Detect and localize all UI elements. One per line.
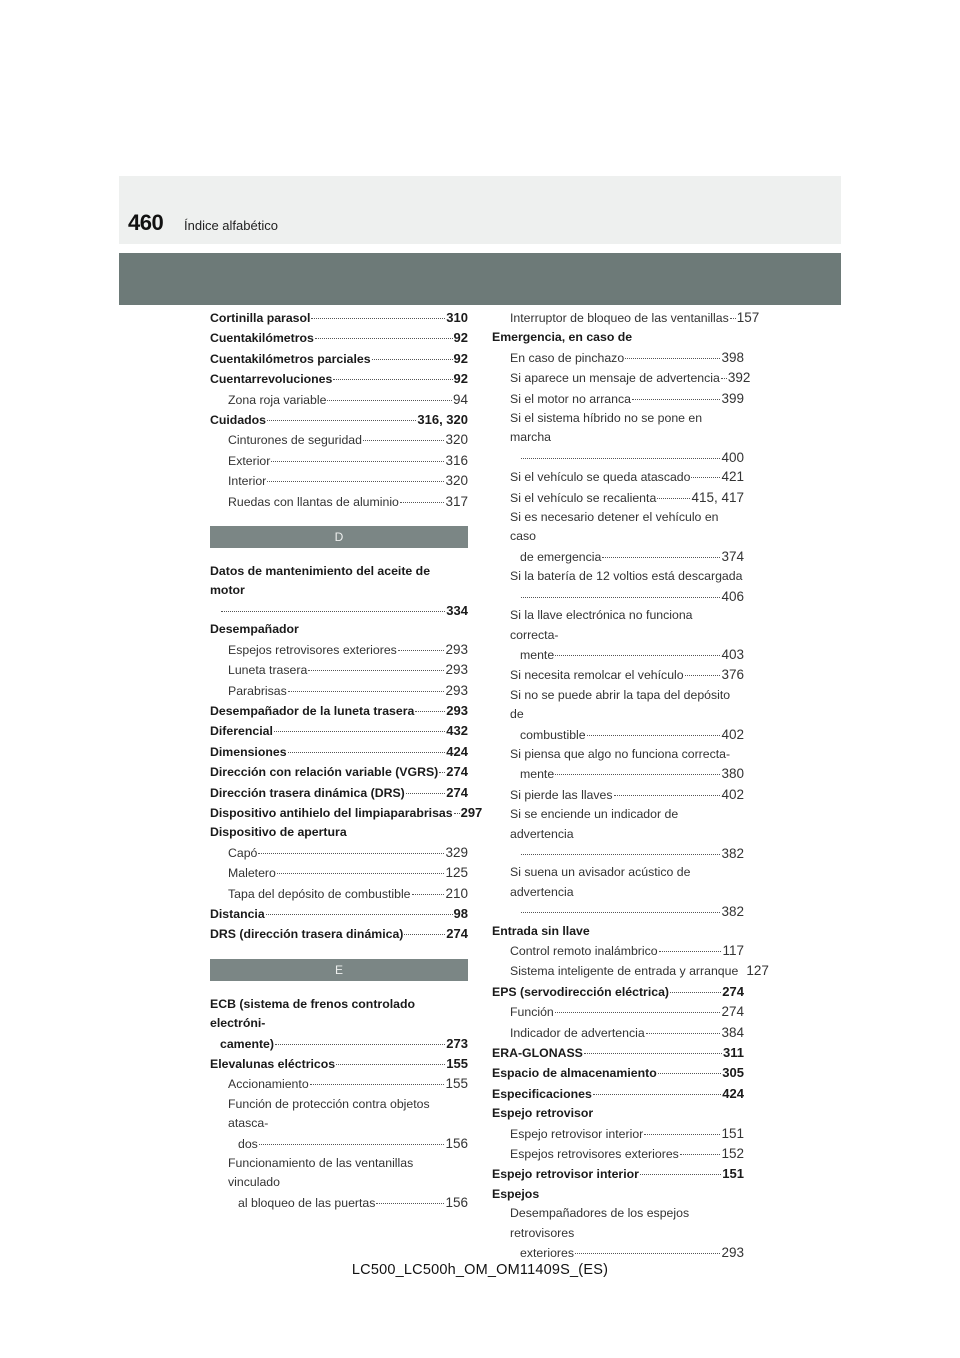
index-page-ref: 406: [721, 588, 744, 604]
index-entry-text: Si pierde las llaves: [510, 787, 613, 802]
index-page-ref: 274: [722, 983, 744, 999]
index-entry-text: camente): [220, 1036, 274, 1051]
dot-leader: [311, 318, 445, 319]
page-number: 460: [128, 210, 164, 235]
index-page-ref: 320: [445, 432, 468, 448]
index-page-ref: 334: [446, 602, 468, 618]
index-entry-text: Si el vehículo se recalienta: [510, 490, 657, 505]
index-entry: [492, 982, 744, 1002]
dot-leader: [258, 853, 444, 854]
index-page-ref: 273: [446, 1035, 468, 1051]
index-entry: [492, 785, 744, 805]
dot-leader: [555, 655, 720, 656]
index-entry-text: dos: [238, 1136, 258, 1151]
index-entry: [492, 389, 744, 409]
dot-leader: [267, 420, 416, 421]
index-entry-text: Espacio de almacenamiento: [492, 1066, 657, 1081]
dot-leader: [575, 1253, 720, 1254]
index-entry-text: Desempañadores de los espejos retrovisores: [510, 1206, 690, 1240]
dot-leader: [602, 557, 720, 558]
index-page-ref: 432: [446, 723, 468, 739]
index-entry: [210, 863, 468, 883]
section-title: Índice alfabético: [184, 218, 278, 233]
dot-leader: [406, 793, 446, 794]
dot-leader: [363, 440, 444, 441]
dot-leader: [691, 477, 720, 478]
index-page-ref: 376: [721, 667, 744, 683]
dot-leader: [680, 1154, 721, 1155]
index-entry: [210, 904, 468, 924]
index-page-ref: 415, 417: [691, 489, 744, 505]
index-entry: [492, 488, 744, 508]
index-entry-text: Interior: [228, 474, 267, 489]
index-entry-text: Diferencial: [210, 724, 273, 739]
index-page-ref: 310: [446, 310, 468, 325]
dot-leader: [658, 1073, 722, 1074]
dot-leader: [730, 318, 736, 319]
index-page-ref: 382: [721, 904, 744, 920]
index-page-ref: 398: [721, 349, 744, 365]
dot-leader: [412, 894, 445, 895]
index-entry-text: Control remoto inalámbrico: [510, 944, 658, 958]
index-heading: Espejos: [492, 1186, 540, 1201]
dot-leader: [271, 461, 444, 462]
index-entry: [492, 1043, 744, 1063]
index-entry-text: Espejo retrovisor interior: [492, 1167, 639, 1182]
index-entry-text: Maletero: [228, 866, 276, 881]
index-entry-text: Espejo retrovisor interior: [510, 1126, 644, 1141]
index-entry-text: En caso de pinchazo: [510, 350, 625, 365]
index-column-left: [210, 308, 483, 1213]
index-page-ref: 155: [445, 1076, 468, 1092]
dot-leader: [398, 650, 445, 651]
index-entry-text: Función de protección contra objetos atasca-: [228, 1096, 430, 1131]
dot-leader: [267, 481, 444, 482]
index-page-ref: 151: [722, 1166, 744, 1182]
dot-leader: [614, 795, 721, 796]
index-entry-text: Accionamiento: [228, 1077, 309, 1092]
footer-document-code: LC500_LC500h_OM_OM11409S_(ES): [351, 1262, 609, 1278]
index-entry: [210, 1034, 468, 1054]
index-page-ref: 293: [445, 641, 468, 657]
index-page-ref: 274: [446, 926, 468, 942]
index-page-ref: 92: [453, 371, 468, 387]
index-entry: [210, 430, 468, 450]
index-entry-text: Si aparece un mensaje de advertencia: [510, 371, 720, 386]
index-page-ref: 374: [721, 548, 744, 564]
index-entry-text: Capó: [228, 845, 258, 860]
dot-leader: [659, 951, 722, 952]
index-page-ref: 157: [736, 310, 760, 325]
index-entry: [210, 410, 468, 430]
index-page-ref: 382: [721, 845, 744, 861]
index-heading: Entrada sin llave: [492, 923, 590, 938]
index-page-ref: 274: [721, 1004, 744, 1020]
index-page-ref: 156: [445, 1135, 468, 1151]
index-page-ref: 92: [453, 350, 468, 366]
header-band: [119, 176, 841, 244]
index-entry-text: Funcionamiento de las ventanillas vinculado: [228, 1156, 414, 1190]
index-entry: [210, 803, 483, 823]
dot-leader: [372, 359, 453, 360]
index-entry: [492, 1124, 744, 1144]
index-page-ref: 274: [446, 764, 468, 780]
index-entry-text: Elevalunas eléctricos: [210, 1057, 336, 1071]
index-entry-text: Cinturones de seguridad: [228, 433, 362, 448]
dot-leader: [587, 735, 721, 736]
index-entry: [492, 348, 744, 368]
index-entry-text: Si se enciende un indicador de advertencia: [510, 807, 679, 841]
index-page-ref: 155: [446, 1056, 468, 1071]
index-heading: Espejo retrovisor: [492, 1106, 594, 1121]
dot-leader: [336, 1064, 445, 1065]
index-entry: [210, 390, 468, 410]
index-entry-text: Zona roja variable: [228, 392, 327, 407]
index-entry-text: combustible: [520, 727, 586, 742]
dot-leader: [593, 1094, 722, 1095]
index-page-ref: 424: [446, 743, 468, 759]
dot-leader: [376, 1203, 444, 1204]
dot-leader: [646, 1033, 721, 1034]
index-entry: [492, 547, 744, 567]
dot-leader: [521, 597, 720, 598]
index-page-ref: 380: [721, 766, 744, 782]
index-entry: [492, 1063, 744, 1083]
index-entry: [492, 308, 760, 328]
index-entry-text: Función: [510, 1005, 554, 1020]
index-entry: [492, 1002, 744, 1022]
dot-leader: [275, 1044, 445, 1045]
index-page-ref: 305: [722, 1065, 744, 1081]
index-page-ref: 293: [445, 682, 468, 698]
dot-leader: [274, 731, 445, 732]
index-entry-text: DRS (dirección trasera dinámica): [210, 927, 404, 942]
dot-leader: [640, 1174, 721, 1175]
index-entry: [210, 349, 468, 369]
index-entry-text: Si la llave electrónica no funciona correcta-: [510, 608, 693, 642]
index-entry: [210, 1074, 468, 1094]
index-entry-text: Espejos retrovisores exteriores: [228, 642, 397, 657]
index-entry: [210, 843, 468, 863]
index-entry: [492, 1084, 744, 1104]
index-entry: [492, 665, 744, 685]
index-entry: [492, 844, 744, 863]
dot-leader: [657, 498, 690, 499]
index-entry-text: Si piensa que algo no funciona correcta-: [510, 746, 731, 761]
index-entry: [210, 451, 468, 471]
index-entry: [210, 660, 468, 680]
index-entry-text: Desempañador de la luneta trasera: [210, 703, 415, 718]
index-heading: Dispositivo de apertura: [210, 825, 347, 840]
index-entry: [492, 725, 744, 745]
index-page-ref: 403: [721, 646, 744, 662]
index-entry: [210, 884, 468, 904]
dot-leader: [721, 378, 727, 379]
dot-leader: [555, 1012, 721, 1013]
index-entry: [492, 467, 744, 487]
index-entry-text: Luneta trasera: [228, 663, 308, 678]
dot-leader: [439, 772, 445, 773]
dot-leader: [685, 675, 721, 676]
index-entry-text: de emergencia: [520, 549, 602, 564]
dot-leader: [288, 691, 445, 692]
index-entry: [210, 1134, 468, 1154]
dot-leader: [266, 914, 453, 915]
index-heading: Desempañador: [210, 622, 299, 637]
dot-leader: [277, 873, 445, 874]
index-page-ref: 98: [453, 905, 468, 921]
index-entry: [210, 640, 468, 660]
index-entry: [210, 742, 468, 762]
index-entry-text: ERA-GLONASS: [492, 1046, 583, 1061]
dot-leader: [310, 1084, 445, 1085]
index-entry: [210, 1193, 468, 1213]
dot-leader: [670, 992, 721, 993]
index-entry: [492, 1144, 744, 1164]
index-entry: [492, 764, 744, 784]
index-entry: [210, 783, 468, 803]
index-entry-text: Si el vehículo se queda atascado: [510, 470, 691, 485]
index-page-ref: 316: [445, 452, 468, 468]
dot-leader: [521, 458, 720, 459]
index-entry-text: Exterior: [228, 453, 271, 468]
index-page-ref: 317: [445, 493, 468, 509]
index-page-ref: 316, 320: [417, 412, 468, 428]
index-entry-text: Dispositivo antihielo del limpiaparabrisas: [210, 805, 453, 820]
index-entry-text: Distancia: [210, 906, 265, 921]
index-page-ref: 293: [721, 1245, 744, 1261]
index-entry: [210, 701, 468, 721]
dot-leader: [327, 400, 452, 401]
index-entry-text: Si la batería de 12 voltios está descargada: [510, 569, 743, 584]
index-entry: [492, 902, 744, 921]
dot-leader: [644, 1134, 720, 1135]
index-entry: [210, 721, 468, 741]
dot-leader: [315, 338, 453, 339]
index-entry-text: Ruedas con llantas de aluminio: [228, 494, 399, 509]
dot-leader: [454, 813, 460, 814]
index-entry-text: Tapa del depósito de combustible: [228, 886, 411, 901]
dot-leader: [521, 912, 720, 913]
letter-section-band: E: [210, 959, 468, 981]
index-entry-text: Si no se puede abrir la tapa del depósito de: [510, 687, 731, 722]
index-entry-text: EPS (servodirección eléctrica): [492, 984, 670, 999]
index-entry-text: Espejos retrovisores exteriores: [510, 1147, 679, 1162]
index-page-ref: 399: [721, 390, 744, 406]
index-entry-text: Dirección con relación variable (VGRS): [210, 765, 439, 780]
dot-leader: [404, 934, 445, 935]
index-entry: [492, 941, 744, 961]
index-entry-text: Sistema inteligente de entrada y arranque: [510, 964, 739, 979]
index-entry: [492, 448, 744, 467]
index-entry-text: ECB (sistema de frenos controlado electróni-: [210, 996, 415, 1031]
gray-band: [119, 253, 841, 305]
index-entry-text: Dimensiones: [210, 744, 287, 759]
letter-section-band: D: [210, 526, 468, 548]
index-entry-text: Cuidados: [210, 413, 267, 428]
index-entry: [492, 645, 744, 665]
index-entry-text: Si necesita remolcar el vehículo: [510, 668, 684, 683]
index-entry: [492, 1164, 744, 1184]
index-page-ref: 92: [453, 330, 468, 346]
index-entry: [210, 328, 468, 348]
index-entry: [492, 1023, 744, 1043]
index-entry-text: Cuentakilómetros parciales: [210, 351, 371, 366]
index-entry-text: mente: [520, 767, 555, 782]
dot-leader: [632, 399, 720, 400]
index-page-ref: 402: [721, 786, 744, 802]
dot-leader: [221, 611, 445, 612]
dot-leader: [415, 711, 445, 712]
index-entry-text: Especificaciones: [492, 1086, 592, 1101]
dot-leader: [400, 502, 445, 503]
dot-leader: [584, 1053, 722, 1054]
index-entry: [210, 492, 468, 512]
index-page-ref: 293: [445, 662, 468, 678]
index-entry-text: Cuentakilómetros: [210, 331, 314, 346]
index-page-ref: 156: [445, 1194, 468, 1210]
index-page-ref: 421: [721, 469, 744, 485]
index-entry: [492, 961, 769, 981]
index-entry-text: Datos de mantenimiento del aceite de motor: [210, 564, 431, 598]
index-column-right: [492, 308, 769, 1264]
index-entry-text: Dirección trasera dinámica (DRS): [210, 785, 405, 800]
index-page-ref: 125: [445, 865, 468, 881]
index-page-ref: 151: [721, 1125, 744, 1141]
index-page-ref: 127: [746, 963, 769, 979]
index-entry-text: al bloqueo de las puertas: [238, 1195, 376, 1210]
dot-leader: [521, 854, 720, 855]
index-entry-text: Si es necesario detener el vehículo en caso: [510, 510, 719, 544]
index-page-ref: 297: [460, 804, 483, 820]
index-entry-text: mente: [520, 647, 555, 662]
index-entry-text: Cuentarrevoluciones: [210, 372, 333, 387]
index-page-ref: 320: [445, 473, 468, 489]
index-entry: [492, 1243, 744, 1263]
index-entry-text: Si el motor no arranca: [510, 391, 631, 406]
index-entry-text: Indicador de advertencia: [510, 1025, 645, 1040]
index-entry: [210, 308, 468, 328]
index-page-ref: 400: [721, 449, 744, 465]
index-page-ref: 274: [446, 784, 468, 800]
index-page-ref: 94: [452, 391, 468, 407]
dot-leader: [625, 358, 720, 359]
index-entry: [210, 762, 468, 782]
dot-leader: [288, 752, 446, 753]
index-entry: [492, 587, 744, 606]
index-entry: [210, 924, 468, 944]
index-entry-text: exteriores: [520, 1246, 574, 1261]
index-entry-text: Parabrisas: [228, 683, 287, 698]
index-page-ref: 210: [445, 885, 468, 901]
index-entry: [210, 601, 468, 620]
dot-leader: [259, 1144, 445, 1145]
index-page-ref: 392: [727, 370, 751, 386]
index-entry-text: Cortinilla parasol: [210, 311, 311, 325]
index-page-ref: 293: [446, 702, 468, 718]
index-entry: [210, 681, 468, 701]
index-entry-text: Si el sistema híbrido no se pone en marcha: [510, 411, 703, 445]
index-page-ref: 329: [445, 844, 468, 860]
index-page-ref: 402: [721, 726, 744, 742]
dot-leader: [555, 774, 720, 775]
index-page-ref: 424: [722, 1085, 744, 1101]
index-page-ref: 311: [723, 1045, 744, 1061]
dot-leader: [333, 379, 452, 380]
index-entry: [210, 471, 468, 491]
index-entry: [492, 368, 751, 388]
index-page-ref: 152: [721, 1146, 744, 1162]
dot-leader: [308, 670, 444, 671]
index-entry-text: Interruptor de bloqueo de las ventanillas: [510, 311, 729, 325]
index-page-ref: 117: [722, 943, 744, 958]
index-entry: [210, 369, 468, 389]
index-entry-text: Si suena un avisador acústico de advertencia: [510, 865, 691, 899]
index-entry: [210, 1054, 468, 1074]
index-page-ref: 384: [721, 1024, 744, 1040]
index-heading: Emergencia, en caso de: [492, 330, 633, 345]
